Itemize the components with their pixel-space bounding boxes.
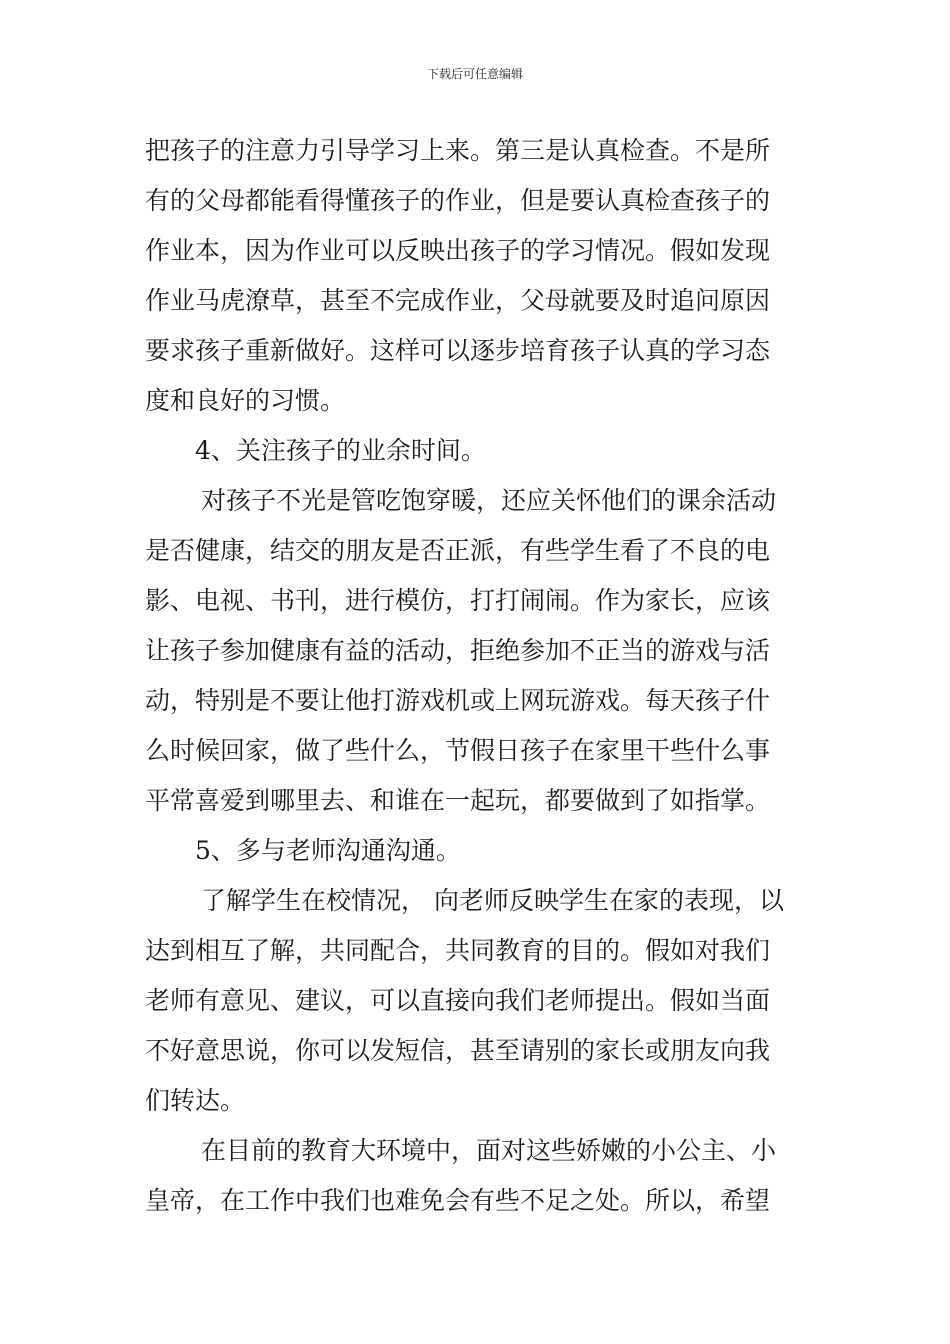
text-line: 度和良好的习惯。 (145, 386, 346, 415)
text-line: 把孩子的注意力引导学习上来。第三是认真检查。不是所 (145, 136, 771, 165)
text-line: 让孩子参加健康有益的活动，拒绝参加不正当的游戏与活 (145, 636, 771, 665)
text-line: 有的父母都能看得懂孩子的作业，但是要认真检查孩子的 (145, 186, 771, 215)
paragraph-start: 对孩子不光是管吃饱穿暖，还应关怀他们的课余活动 (201, 486, 777, 515)
text-line: 作业本，因为作业可以反映出孩子的学习情况。假如发现 (145, 236, 771, 265)
text-line: 们转达。 (145, 1086, 246, 1115)
text-line: 老师有意见、建议，可以直接向我们老师提出。假如当面 (145, 986, 771, 1015)
paragraph-start: 在目前的教育大环境中，面对这些娇嫩的小公主、小 (201, 1136, 777, 1165)
text-line: 达到相互了解，共同配合，共同教育的目的。假如对我们 (145, 936, 771, 965)
section-heading: 5、多与老师沟通沟通。 (195, 836, 461, 865)
text-line: 不好意思说，你可以发短信，甚至请别的家长或朋友向我 (145, 1036, 771, 1065)
text-line: 是否健康，结交的朋友是否正派，有些学生看了不良的电 (145, 536, 771, 565)
text-line: 动，特别是不要让他打游戏机或上网玩游戏。每天孩子什 (145, 686, 771, 715)
page-header: 下载后可任意编辑 (426, 67, 523, 81)
text-line: 平常喜爱到哪里去、和谁在一起玩，都要做到了如指掌。 (145, 786, 771, 815)
section-heading: 4、关注孩子的业余时间。 (195, 436, 486, 465)
text-line: 作业马虎潦草，甚至不完成作业，父母就要及时追问原因 (145, 286, 771, 315)
text-line: 么时候回家，做了些什么，节假日孩子在家里干些什么事 (145, 736, 771, 765)
text-line: 皇帝，在工作中我们也难免会有些不足之处。所以，希望 (145, 1186, 771, 1215)
text-line: 影、电视、书刊，进行模仿，打打闹闹。作为家长，应该 (145, 586, 771, 615)
document-body (145, 126, 805, 1226)
paragraph-start: 了解学生在校情况， 向老师反映学生在家的表现，以 (201, 886, 784, 915)
text-line: 要求孩子重新做好。这样可以逐步培育孩子认真的学习态 (145, 336, 771, 365)
